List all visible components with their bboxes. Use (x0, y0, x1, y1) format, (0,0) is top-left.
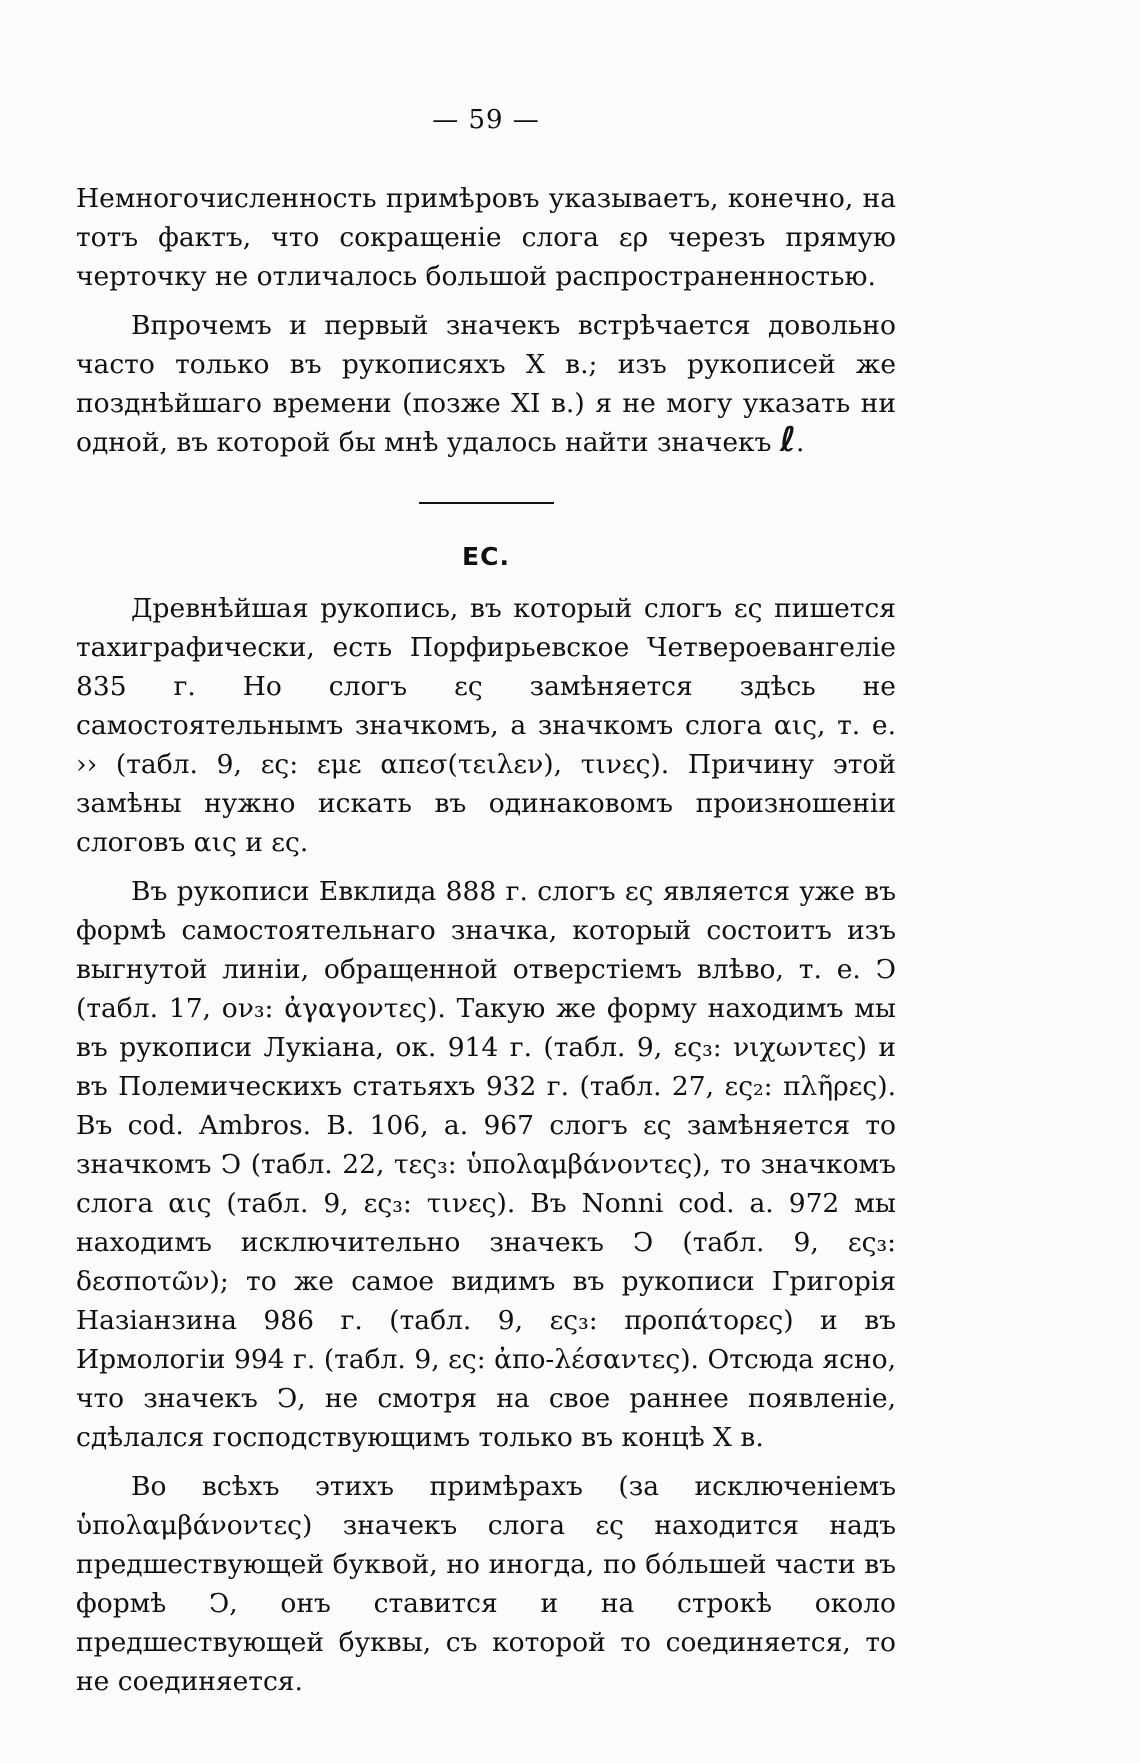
section-heading: ΕС. (462, 542, 510, 571)
paragraph-4: Въ рукописи Евклида 888 г. слогъ ες является уже въ формѣ самостоятельнаго значка, который состоитъ изъ выгнутой линіи, обращенной отверстіемъ влѣво, т. е. Ͻ (табл. 17, ον₃: ἀγαγοντες). Такую же форму находимъ мы въ рукописи Лукіана, ок. 914 г. (табл. 9, ες₃: νιχωντες) и въ Полемическихъ статьяхъ 932 г. (табл. 27, ες₂: πλῆρες). Въ cod. Ambros. B. 106, a. 967 слогъ ες замѣняется то значкомъ Ͻ (табл. 22, τες₃: ὑπολαμβάνοντες), то значкомъ слога αις (табл. 9, ες₃: τινες). Въ Nonni cod. a. 972 мы находимъ исключительно значекъ Ͻ (табл. 9, ες₃: δεσποτῶν); то же самое видимъ въ рукописи Григорія Назіанзина 986 г. (табл. 9, ες₃: προπάτορες) и въ Ирмологіи 994 г. (табл. 9, ες: ἀπο-λέσαντες). Отсюда ясно, что значекъ Ͻ, не смотря на свое раннее появленіе, сдѣлался господствующимъ только въ концѣ X в. (76, 876, 896, 1453)
paragraph-2-text: Впрочемъ и первый значекъ встрѣчается довольно часто только въ рукописяхъ X в.; изъ рукописей же позднѣйшаго времени (позже XI в.) я не могу указать ни одной, въ которой бы мнѣ удалось найти значекъ (76, 310, 896, 458)
paragraph-2 (76, 306, 896, 462)
paragraph-1: Немногочисленность примѣровъ указываетъ, конечно, на тотъ фактъ, что сокращеніе слога ερ черезъ прямую черточку не отличалось большой распространенностью. (76, 183, 896, 292)
paragraph-2-end: . (795, 427, 805, 458)
paragraph-3: Древнѣйшая рукопись, въ который слогъ ες пишется тахиграфически, есть Порфирьевское Четвероевангеліе 835 г. Но слогъ ες замѣняется здѣсь не самостоятельнымъ значкомъ, а значкомъ слога αις, т. е. ›› (табл. 9, ες: εμε απεσ(τειλεν), τινες). Причину этой замѣны нужно искать въ одинаковомъ произношеніи слоговъ αις и ες. (76, 593, 896, 858)
document-page (76, 105, 896, 1701)
page-number: — 59 — (432, 105, 540, 135)
paragraph-5: Во всѣхъ этихъ примѣрахъ (за исключеніемъ ὑπολαμβάνοντες) значекъ слога ες находится надъ предшествующей буквой, но иногда, по бо́льшей части въ формѣ Ͻ, онъ ставится и на строкѣ около предшествующей буквы, съ которой то соединяется, то не соединяется. (76, 1471, 896, 1697)
abbreviation-sigil-icon: ℓ (779, 420, 796, 460)
section-divider (419, 502, 554, 504)
